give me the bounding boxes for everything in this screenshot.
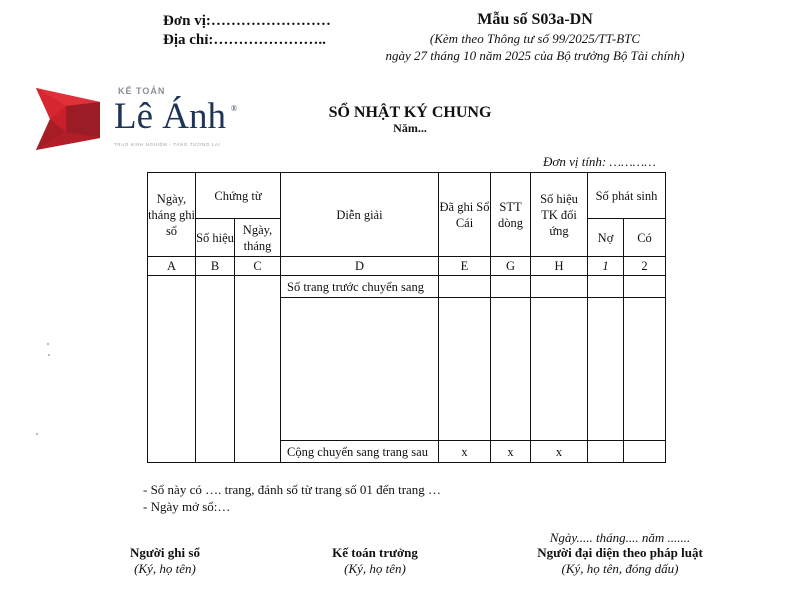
legal-rep-hint: (Ký, họ tên, đóng dấu)	[561, 561, 679, 576]
header-contra-account: Số hiệu TK đối ứng	[531, 173, 588, 257]
cell-debit	[588, 298, 624, 441]
cell-line	[491, 276, 531, 298]
form-ref-line1: (Kèm theo Thông tư số 99/2025/TT-BTC	[429, 31, 641, 46]
scan-speck	[47, 343, 49, 345]
unit-label: Đơn vị:……………………	[163, 13, 331, 29]
cell-credit	[624, 276, 666, 298]
header-posted-ledger: Đã ghi Sổ Cái	[439, 173, 491, 257]
cell-description: Số trang trước chuyển sang	[281, 276, 439, 298]
table-row	[148, 276, 666, 298]
journal-table	[147, 172, 666, 463]
chief-accountant-role: Kế toán trưởng	[332, 545, 418, 560]
cell-description	[281, 298, 439, 441]
signature-legal-rep	[510, 545, 730, 577]
cell-posted: x	[439, 441, 491, 463]
code-1: 1	[588, 257, 624, 276]
cell-credit	[624, 298, 666, 441]
recorder-role: Người ghi sổ	[130, 545, 200, 560]
logo-top-text: KẾ TOÁN	[118, 86, 166, 96]
logo-name: Lê Ánh	[114, 96, 226, 137]
scan-speck	[36, 433, 38, 435]
form-code: Mẫu số S03a-DN	[477, 11, 593, 28]
header-voucher-date: Ngày, tháng	[235, 219, 281, 257]
header-row-1	[148, 173, 666, 219]
note-page-count: - Sổ này có …. trang, đánh số từ trang số 01 đến trang …	[143, 482, 442, 497]
unit-info	[163, 12, 331, 50]
cell-description: Cộng chuyển sang trang sau	[281, 441, 439, 463]
column-code-row	[148, 257, 666, 276]
legal-rep-role: Người đại diện theo pháp luật	[537, 545, 703, 560]
scan-speck	[48, 354, 50, 356]
code-b: B	[196, 257, 235, 276]
cell-posted	[439, 276, 491, 298]
le-anh-logo	[36, 86, 256, 156]
cell-contra	[531, 298, 588, 441]
chief-accountant-hint: (Ký, họ tên)	[344, 561, 406, 576]
logo-mark-icon	[36, 88, 100, 150]
cell-line: x	[491, 441, 531, 463]
header-credit: Có	[624, 219, 666, 257]
signature-recorder	[100, 545, 230, 577]
code-g: G	[491, 257, 531, 276]
cell-posted	[439, 298, 491, 441]
header-debit: Nợ	[588, 219, 624, 257]
document-title: SỔ NHẬT KÝ CHUNG	[328, 104, 492, 121]
signature-chief-accountant	[300, 545, 450, 577]
form-reference	[370, 10, 700, 64]
notes	[143, 481, 441, 515]
code-h: H	[531, 257, 588, 276]
document-year: Năm...	[393, 121, 427, 135]
cell-debit	[588, 441, 624, 463]
currency-unit: Đơn vị tính: …………	[543, 154, 656, 169]
cell-line	[491, 298, 531, 441]
code-a: A	[148, 257, 196, 276]
note-open-date: - Ngày mở sổ:…	[143, 499, 231, 514]
code-2: 2	[624, 257, 666, 276]
cell-contra	[531, 276, 588, 298]
logo-tagline: TRAO KINH NGHIỆM - TĂNG TƯƠNG LAI	[114, 142, 221, 147]
header-description: Diễn giải	[281, 173, 439, 257]
header-date-recorded: Ngày, tháng ghi sổ	[148, 173, 196, 257]
form-ref-line2: ngày 27 tháng 10 năm 2025 của Bộ trưởng Bộ Tài chính)	[385, 48, 685, 63]
signature-date: Ngày..... tháng.... năm .......	[549, 530, 691, 545]
header-voucher-no: Số hiệu	[196, 219, 235, 257]
code-e: E	[439, 257, 491, 276]
recorder-hint: (Ký, họ tên)	[134, 561, 196, 576]
code-c: C	[235, 257, 281, 276]
cell-debit	[588, 276, 624, 298]
header-line-no: STT dòng	[491, 173, 531, 257]
cell-contra: x	[531, 441, 588, 463]
address-label: Địa chỉ:…………………..	[163, 32, 326, 48]
cell-date-recorded	[148, 276, 196, 463]
cell-credit	[624, 441, 666, 463]
header-amount: Số phát sinh	[588, 173, 666, 219]
registered-mark: ®	[231, 104, 238, 113]
code-d: D	[281, 257, 439, 276]
header-voucher: Chứng từ	[196, 173, 281, 219]
cell-voucher-no	[196, 276, 235, 463]
cell-voucher-date	[235, 276, 281, 463]
